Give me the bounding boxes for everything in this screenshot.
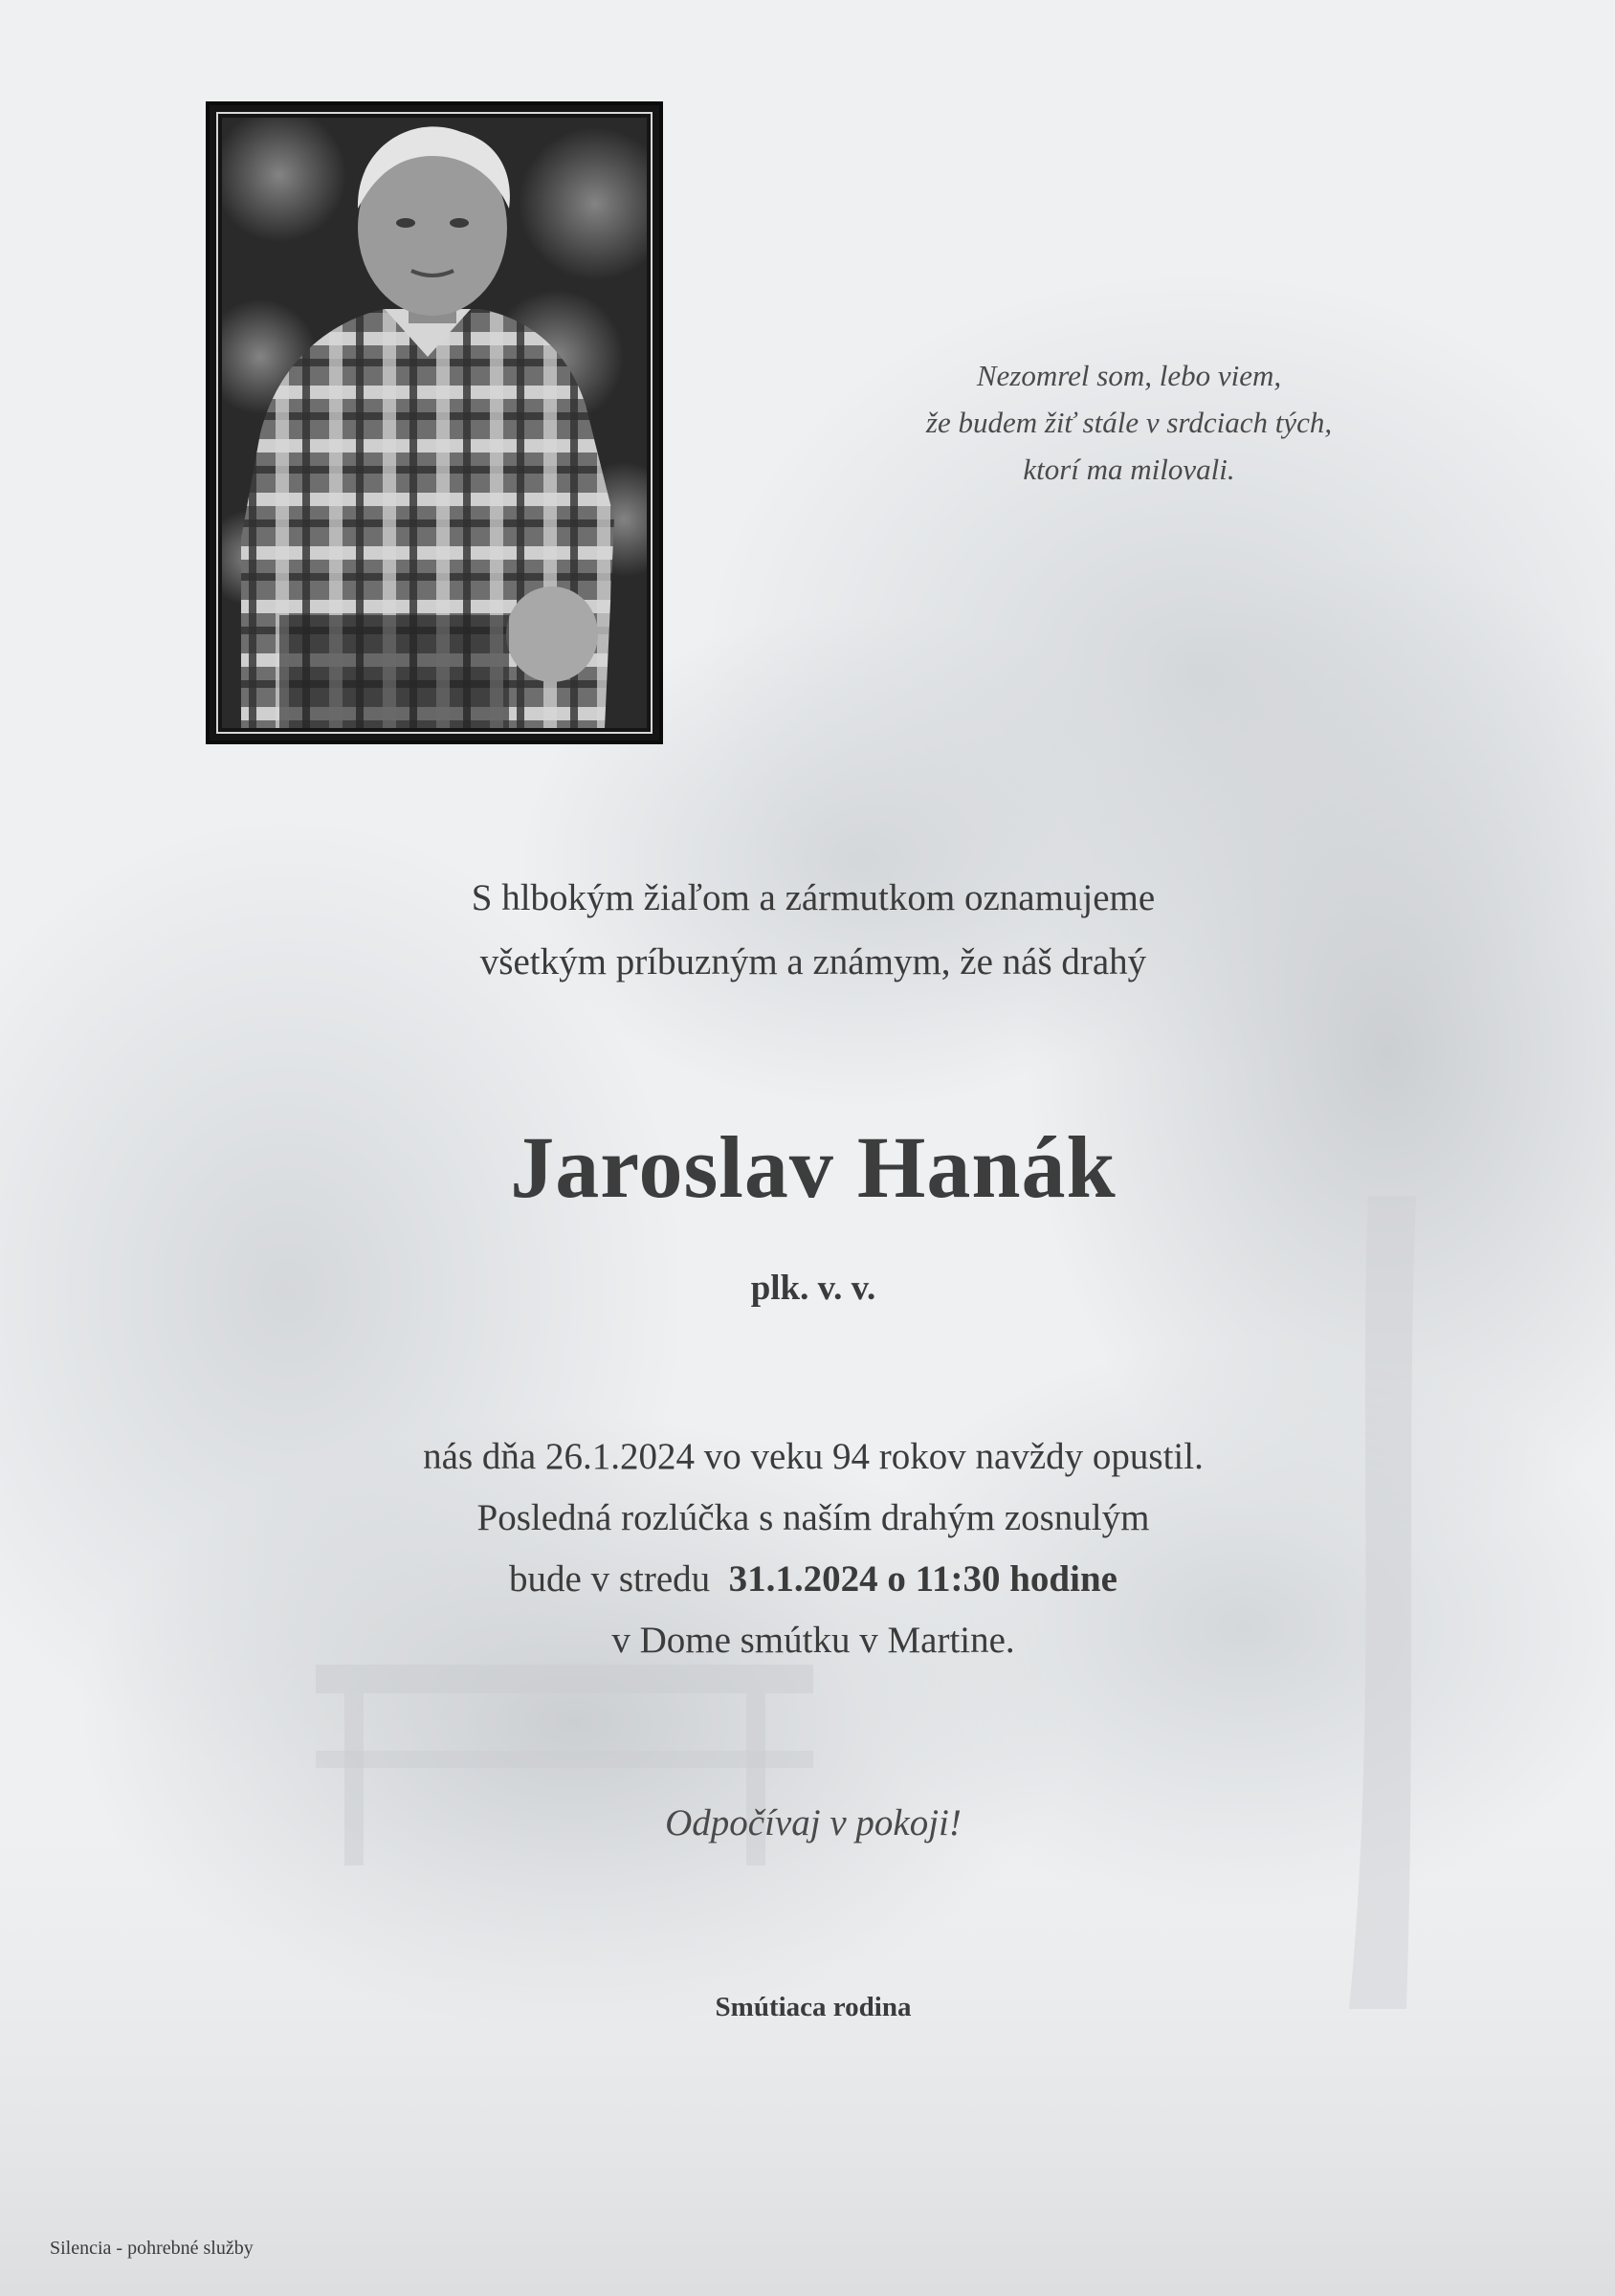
quote-line: ktorí ma milovali.	[1023, 453, 1235, 486]
funeral-datetime: 31.1.2024 o 11:30 hodine	[728, 1558, 1117, 1600]
deceased-name: Jaroslav Hanák	[510, 1118, 1117, 1216]
portrait-photo	[222, 118, 647, 728]
announcement-line: všetkým príbuzným a známym, že náš drahý	[479, 941, 1147, 982]
funeral-location-line: v Dome smútku v Martine.	[611, 1620, 1015, 1661]
funeral-day: bude v stredu	[509, 1558, 711, 1600]
deceased-rank: plk. v. v.	[750, 1269, 876, 1308]
memorial-quote	[861, 352, 1397, 493]
announcement-text	[239, 866, 1387, 994]
death-date-line: nás dňa 26.1.2024 vo veku 94 rokov navždy opustil.	[423, 1436, 1204, 1477]
funeral-service-provider: Silencia - pohrebné služby	[50, 2238, 254, 2259]
announcement-line: S hlbokým žiaľom a zármutkom oznamujeme	[471, 877, 1156, 918]
rest-in-peace-text: Odpočívaj v pokoji!	[665, 1802, 962, 1843]
quote-line: že budem žiť stále v srdciach tých,	[925, 406, 1333, 439]
funeral-datetime-line	[239, 1549, 1387, 1610]
portrait-photo-icon	[222, 118, 647, 728]
quote-line: Nezomrel som, lebo viem,	[976, 359, 1282, 392]
funeral-details	[239, 1426, 1387, 1671]
portrait-photo-frame	[206, 101, 663, 744]
farewell-line: Posledná rozlúčka s naším drahým zosnulým	[476, 1497, 1150, 1538]
grieving-family-signature: Smútiaca rodina	[715, 1992, 912, 2022]
